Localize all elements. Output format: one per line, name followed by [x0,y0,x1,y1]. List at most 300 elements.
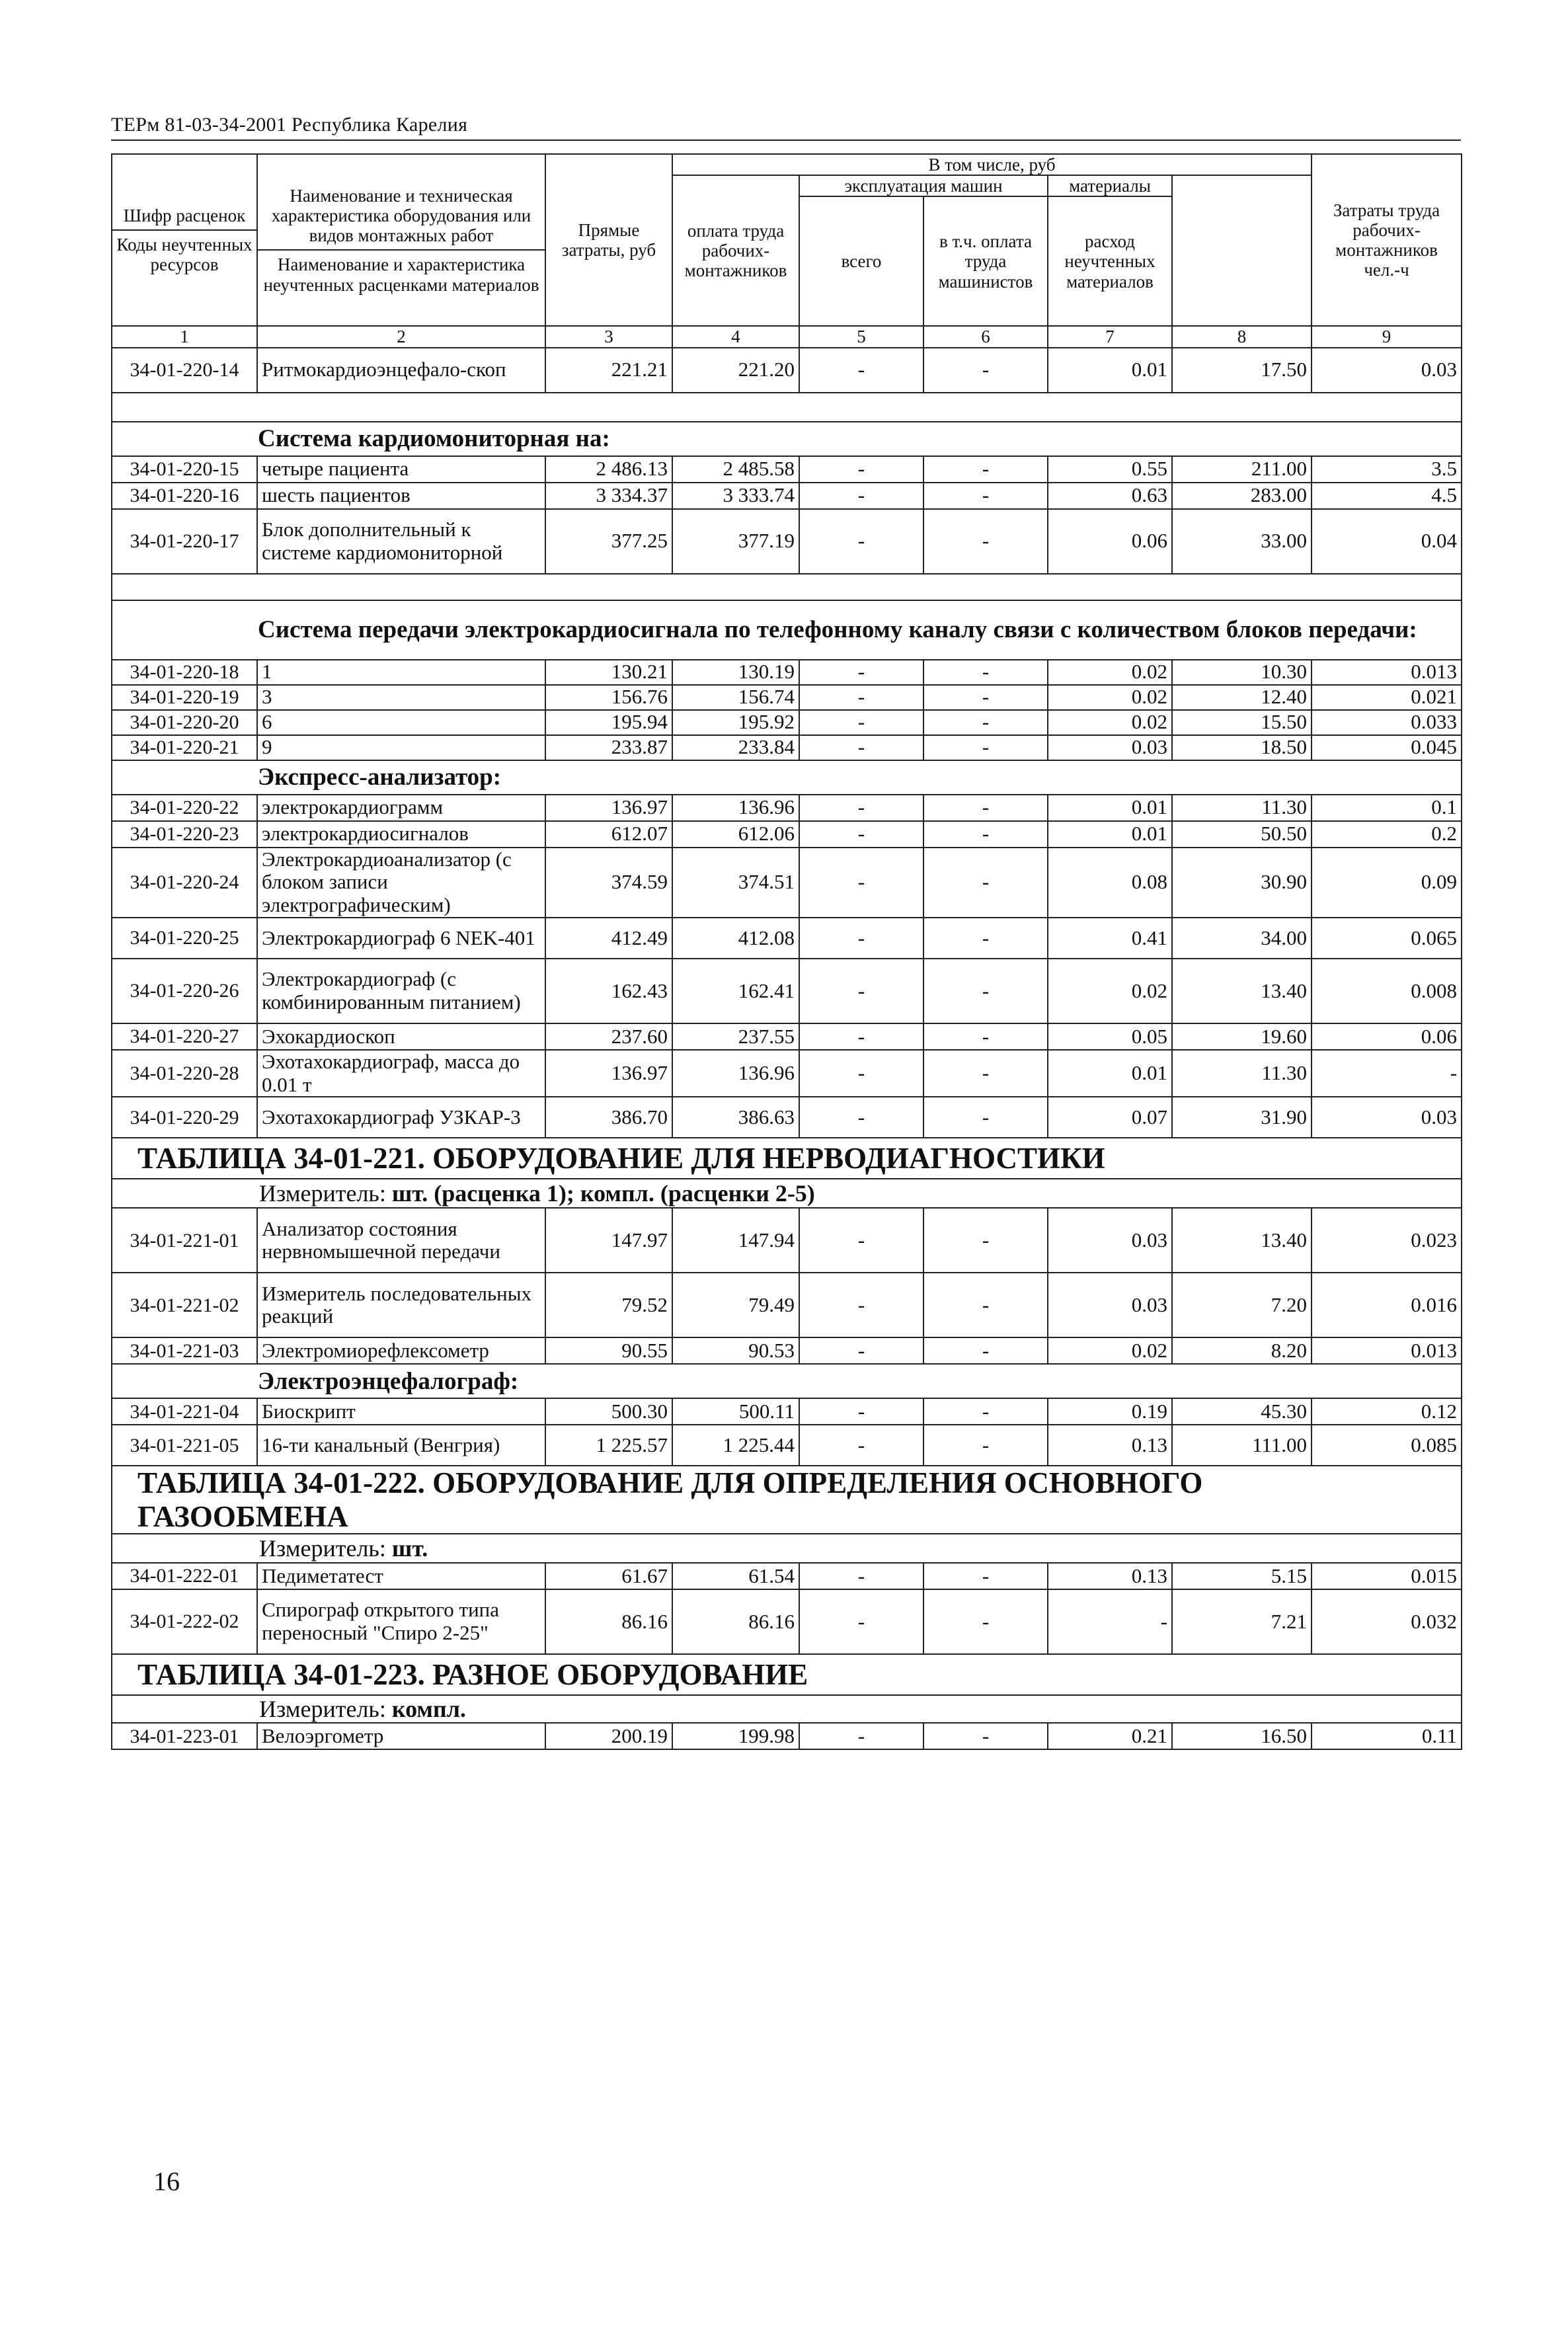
machine-cost: - [799,348,923,393]
rate-code: 34-01-220-24 [112,848,257,918]
equipment-mass: 0.04 [1312,509,1462,574]
col-code-header [112,154,257,326]
labor-hours: 12.40 [1172,685,1312,710]
table-row [112,509,1462,574]
machine-cost: - [799,1589,923,1654]
labor-hours: 10.30 [1172,660,1312,685]
equipment-mass: 0.015 [1312,1563,1462,1589]
spacer-cell [112,574,1462,600]
item-name: Анализатор состояния нервномышечной передачи [257,1208,545,1273]
materials-cost: 0.05 [1048,1023,1172,1050]
machine-cost: - [799,918,923,959]
section-row [112,600,1462,660]
running-header: ТЕРм 81-03-34-2001 Республика Карелия [111,114,468,136]
materials-cost: 0.19 [1048,1398,1172,1425]
labor-hours: 13.40 [1172,1208,1312,1273]
labor-hours: 111.00 [1172,1425,1312,1466]
machinist-pay: - [923,1097,1048,1138]
rate-code: 34-01-220-15 [112,456,257,483]
table-row [112,1337,1462,1364]
labor-pay: 162.41 [672,959,799,1023]
col-materials-header: материалы [1048,175,1172,196]
col-number: 8 [1172,326,1312,347]
materials-cost: 0.55 [1048,456,1172,483]
labor-hours: 30.90 [1172,848,1312,918]
machine-cost: - [799,1425,923,1466]
equipment-mass: 0.013 [1312,1337,1462,1364]
labor-pay: 86.16 [672,1589,799,1654]
direct-cost: 386.70 [545,1097,672,1138]
machine-cost: - [799,1208,923,1273]
machine-cost: - [799,710,923,735]
item-name: Ритмокардиоэнцефало-скоп [257,348,545,393]
measure-cell [112,1534,1462,1563]
table-row [112,795,1462,821]
col-labor-cost-header: Затраты труда рабочих-монтажников чел.-ч [1312,154,1462,326]
direct-cost: 195.94 [545,710,672,735]
materials-cost: 0.08 [1048,848,1172,918]
item-name: Спирограф открытого типа переносный "Спиро 2-25" [257,1589,545,1654]
item-name: 3 [257,685,545,710]
table-row [112,1589,1462,1654]
rate-code: 34-01-223-01 [112,1723,257,1749]
equipment-mass: 0.11 [1312,1723,1462,1749]
materials-cost: 0.02 [1048,1337,1172,1364]
item-name: Измеритель последовательных реакций [257,1273,545,1337]
table-row [112,1723,1462,1749]
section-title: Система передачи электрокардиосигнала по телефонному каналу связи с количеством блоков передачи: [112,600,1462,660]
section-title: Экспресс-анализатор: [112,760,1462,795]
column-numbers-row [112,326,1462,347]
machinist-pay: - [923,483,1048,509]
col-labor-pay-header: оплата труда рабочих-монтажников [672,175,799,326]
labor-pay: 61.54 [672,1563,799,1589]
machinist-pay: - [923,1563,1048,1589]
machine-cost: - [799,1023,923,1050]
section-row [112,760,1462,795]
item-name: Электрокардиограф (с комбинированным питанием) [257,959,545,1023]
materials-cost: 0.13 [1048,1425,1172,1466]
materials-cost: 0.01 [1048,821,1172,848]
equipment-mass: 0.016 [1312,1273,1462,1337]
labor-hours: 11.30 [1172,795,1312,821]
labor-hours: 45.30 [1172,1398,1312,1425]
rate-code: 34-01-220-17 [112,509,257,574]
machinist-pay: - [923,509,1048,574]
table-row [112,1563,1462,1589]
rate-code: 34-01-220-20 [112,710,257,735]
machinist-pay: - [923,821,1048,848]
machine-cost: - [799,483,923,509]
direct-cost: 200.19 [545,1723,672,1749]
equipment-mass: 0.2 [1312,821,1462,848]
table-title-row [112,1466,1462,1534]
item-name: 9 [257,735,545,760]
machine-cost: - [799,1723,923,1749]
table-row [112,1050,1462,1097]
machinist-pay: - [923,848,1048,918]
direct-cost: 233.87 [545,735,672,760]
labor-pay: 136.96 [672,795,799,821]
materials-cost: 0.02 [1048,660,1172,685]
col-code-bottom: Коды неучтенных ресурсов [116,235,253,275]
col-direct-header: Прямые затраты, руб [545,154,672,326]
item-name: Биоскрипт [257,1398,545,1425]
item-name: Эхотахокардиограф УЗКАР-3 [257,1097,545,1138]
labor-pay: 130.19 [672,660,799,685]
rate-code: 34-01-220-19 [112,685,257,710]
rate-code: 34-01-221-03 [112,1337,257,1364]
labor-hours: 18.50 [1172,735,1312,760]
labor-pay: 237.55 [672,1023,799,1050]
rate-code: 34-01-220-26 [112,959,257,1023]
rate-code: 34-01-220-28 [112,1050,257,1097]
labor-pay: 1 225.44 [672,1425,799,1466]
table-row [112,821,1462,848]
measure-row [112,1534,1462,1563]
labor-pay: 374.51 [672,848,799,918]
table-row [112,918,1462,959]
equipment-mass: 0.06 [1312,1023,1462,1050]
labor-pay: 147.94 [672,1208,799,1273]
labor-hours: 7.21 [1172,1589,1312,1654]
col-number: 4 [672,326,799,347]
equipment-mass: 4.5 [1312,483,1462,509]
item-name: шесть пациентов [257,483,545,509]
measure-label: Измеритель: [259,1534,386,1562]
item-name: электрокардиограмм [257,795,545,821]
table-title-row [112,1654,1462,1695]
machinist-pay: - [923,1425,1048,1466]
direct-cost: 374.59 [545,848,672,918]
table-row [112,1273,1462,1337]
table-title-row [112,1138,1462,1179]
spacer-row [112,393,1462,422]
materials-cost: 0.03 [1048,1273,1172,1337]
table-title: ТАБЛИЦА 34-01-222. ОБОРУДОВАНИЕ ДЛЯ ОПРЕДЕЛЕНИЯ ОСНОВНОГО ГАЗООБМЕНА [112,1466,1462,1534]
labor-pay: 500.11 [672,1398,799,1425]
labor-pay: 412.08 [672,918,799,959]
materials-cost: 0.06 [1048,509,1172,574]
rate-code: 34-01-220-14 [112,348,257,393]
item-name: Педиметатест [257,1563,545,1589]
measure-row [112,1179,1462,1208]
measure-value: компл. [391,1696,466,1723]
item-name: четыре пациента [257,456,545,483]
col-number: 9 [1312,326,1462,347]
equipment-mass: 0.032 [1312,1589,1462,1654]
materials-cost: 0.13 [1048,1563,1172,1589]
labor-hours: 34.00 [1172,918,1312,959]
equipment-mass: 0.045 [1312,735,1462,760]
machine-cost: - [799,509,923,574]
col-number: 1 [112,326,257,347]
materials-cost: 0.03 [1048,735,1172,760]
table-row [112,660,1462,685]
direct-cost: 412.49 [545,918,672,959]
materials-cost: 0.07 [1048,1097,1172,1138]
machine-cost: - [799,821,923,848]
machinist-pay: - [923,1023,1048,1050]
equipment-mass: 0.021 [1312,685,1462,710]
machinist-pay: - [923,456,1048,483]
rate-code: 34-01-221-04 [112,1398,257,1425]
labor-hours: 8.20 [1172,1337,1312,1364]
machinist-pay: - [923,1208,1048,1273]
machinist-pay: - [923,1337,1048,1364]
table-title: ТАБЛИЦА 34-01-223. РАЗНОЕ ОБОРУДОВАНИЕ [112,1654,1462,1695]
table-row [112,1425,1462,1466]
materials-cost: 0.01 [1048,1050,1172,1097]
table-row [112,456,1462,483]
col-code-top: Шифр расценок [112,203,256,231]
equipment-mass: 0.023 [1312,1208,1462,1273]
item-name: Электромиорефлексометр [257,1337,545,1364]
machinist-pay: - [923,1050,1048,1097]
labor-hours: 19.60 [1172,1023,1312,1050]
machine-cost: - [799,1097,923,1138]
table-row [112,1023,1462,1050]
labor-pay: 136.96 [672,1050,799,1097]
labor-pay: 79.49 [672,1273,799,1337]
direct-cost: 377.25 [545,509,672,574]
spacer-cell [112,393,1462,422]
labor-pay: 199.98 [672,1723,799,1749]
table-row [112,1208,1462,1273]
labor-pay: 90.53 [672,1337,799,1364]
machinist-pay: - [923,1589,1048,1654]
labor-pay: 2 485.58 [672,456,799,483]
labor-hours: 15.50 [1172,710,1312,735]
labor-pay: 233.84 [672,735,799,760]
equipment-mass: 0.013 [1312,660,1462,685]
direct-cost: 3 334.37 [545,483,672,509]
machinist-pay: - [923,710,1048,735]
equipment-mass: 0.008 [1312,959,1462,1023]
rate-code: 34-01-220-16 [112,483,257,509]
spacer-row [112,574,1462,600]
rate-code: 34-01-220-25 [112,918,257,959]
labor-pay: 221.20 [672,348,799,393]
direct-cost: 86.16 [545,1589,672,1654]
labor-hours: 50.50 [1172,821,1312,848]
direct-cost: 136.97 [545,795,672,821]
measure-value: шт. [391,1534,428,1562]
section-title: Система кардиомониторная на: [112,422,1462,456]
rate-code: 34-01-220-18 [112,660,257,685]
direct-cost: 612.07 [545,821,672,848]
col-number: 3 [545,326,672,347]
direct-cost: 2 486.13 [545,456,672,483]
col-number: 5 [799,326,923,347]
materials-cost: 0.01 [1048,348,1172,393]
labor-pay: 386.63 [672,1097,799,1138]
item-name: 16-ти канальный (Венгрия) [257,1425,545,1466]
materials-cost: 0.02 [1048,959,1172,1023]
machinist-pay: - [923,660,1048,685]
labor-hours: 16.50 [1172,1723,1312,1749]
labor-pay: 156.74 [672,685,799,710]
machine-cost: - [799,1050,923,1097]
equipment-mass: 0.065 [1312,918,1462,959]
table-title: ТАБЛИЦА 34-01-221. ОБОРУДОВАНИЕ ДЛЯ НЕРВОДИАГНОСТИКИ [112,1138,1462,1179]
measure-row [112,1695,1462,1723]
header-row-1 [112,154,1462,175]
rate-code: 34-01-222-01 [112,1563,257,1589]
measure-value: шт. (расценка 1); компл. (расценки 2-5) [391,1180,815,1207]
rate-code: 34-01-220-22 [112,795,257,821]
direct-cost: 130.21 [545,660,672,685]
col-name-header [257,154,545,326]
col-name-bottom: Наименование и характеристика неучтенных расценками материалов [263,255,539,295]
materials-cost: 0.03 [1048,1208,1172,1273]
materials-cost: 0.02 [1048,685,1172,710]
item-name: электрокардиосигналов [257,821,545,848]
item-name: Блок дополнительный к системе кардиомониторной [257,509,545,574]
materials-cost: - [1048,1589,1172,1654]
col-number: 2 [257,326,545,347]
rate-code: 34-01-221-02 [112,1273,257,1337]
direct-cost: 90.55 [545,1337,672,1364]
item-name: 1 [257,660,545,685]
rate-code: 34-01-221-01 [112,1208,257,1273]
col-number: 7 [1048,326,1172,347]
measure-label: Измеритель: [259,1696,386,1723]
table-row [112,959,1462,1023]
machine-cost: - [799,1398,923,1425]
col-machines-header: эксплуатация машин [799,175,1048,196]
direct-cost: 500.30 [545,1398,672,1425]
section-row [112,1364,1462,1398]
labor-pay: 195.92 [672,710,799,735]
labor-hours: 17.50 [1172,348,1312,393]
machinist-pay: - [923,735,1048,760]
materials-cost: 0.41 [1048,918,1172,959]
item-name: Эхокардиоскоп [257,1023,545,1050]
machine-cost: - [799,685,923,710]
labor-pay: 612.06 [672,821,799,848]
labor-pay: 377.19 [672,509,799,574]
equipment-mass: 0.085 [1312,1425,1462,1466]
labor-pay: 3 333.74 [672,483,799,509]
direct-cost: 147.97 [545,1208,672,1273]
table-row [112,1398,1462,1425]
materials-cost: 0.01 [1048,795,1172,821]
machinist-pay: - [923,795,1048,821]
col-machines-total-header: всего [799,196,923,326]
machinist-pay: - [923,1398,1048,1425]
table-row [112,1097,1462,1138]
labor-hours: 11.30 [1172,1050,1312,1097]
measure-cell [112,1179,1462,1208]
equipment-mass: 0.12 [1312,1398,1462,1425]
table-row [112,710,1462,735]
rates-table [111,153,1462,1750]
direct-cost: 1 225.57 [545,1425,672,1466]
machine-cost: - [799,1337,923,1364]
equipment-mass: 0.09 [1312,848,1462,918]
labor-hours: 7.20 [1172,1273,1312,1337]
item-name: Велоэргометр [257,1723,545,1749]
table-row [112,848,1462,918]
machine-cost: - [799,660,923,685]
machinist-pay: - [923,348,1048,393]
machinist-pay: - [923,1723,1048,1749]
rate-code: 34-01-220-23 [112,821,257,848]
page-number: 16 [153,2166,180,2196]
equipment-mass: 3.5 [1312,456,1462,483]
equipment-mass: 0.03 [1312,1097,1462,1138]
rate-code: 34-01-221-05 [112,1425,257,1466]
direct-cost: 221.21 [545,348,672,393]
table-row [112,685,1462,710]
equipment-mass: - [1312,1050,1462,1097]
machine-cost: - [799,1273,923,1337]
direct-cost: 61.67 [545,1563,672,1589]
machine-cost: - [799,456,923,483]
machinist-pay: - [923,685,1048,710]
direct-cost: 156.76 [545,685,672,710]
table-row [112,735,1462,760]
col-number: 6 [923,326,1048,347]
item-name: Эхотахокардиограф, масса до 0.01 т [257,1050,545,1097]
header-rule [111,139,1461,141]
labor-hours: 31.90 [1172,1097,1312,1138]
rate-code: 34-01-220-27 [112,1023,257,1050]
machine-cost: - [799,795,923,821]
measure-cell [112,1695,1462,1723]
col-machinists-header: в т.ч. оплата труда машинистов [923,196,1048,326]
measure-label: Измеритель: [259,1180,386,1207]
col-materials-unaccounted-header: расход неучтенных материалов [1048,196,1172,326]
table-row [112,483,1462,509]
direct-cost: 162.43 [545,959,672,1023]
machinist-pay: - [923,959,1048,1023]
item-name: Электрокардиоанализатор (с блоком записи электрографическим) [257,848,545,918]
machine-cost: - [799,735,923,760]
section-title: Электроэнцефалограф: [112,1364,1462,1398]
materials-cost: 0.02 [1048,710,1172,735]
materials-cost: 0.21 [1048,1723,1172,1749]
machinist-pay: - [923,918,1048,959]
direct-cost: 79.52 [545,1273,672,1337]
rate-code: 34-01-220-21 [112,735,257,760]
rate-code: 34-01-222-02 [112,1589,257,1654]
equipment-mass: 0.1 [1312,795,1462,821]
machine-cost: - [799,848,923,918]
labor-hours: 211.00 [1172,456,1312,483]
col-name-top: Наименование и техническая характеристика оборудования или видов монтажных работ [258,183,545,251]
machine-cost: - [799,959,923,1023]
machinist-pay: - [923,1273,1048,1337]
labor-hours: 33.00 [1172,509,1312,574]
machine-cost: - [799,1563,923,1589]
direct-cost: 237.60 [545,1023,672,1050]
materials-cost: 0.63 [1048,483,1172,509]
labor-hours: 5.15 [1172,1563,1312,1589]
item-name: 6 [257,710,545,735]
table-row [112,348,1462,393]
direct-cost: 136.97 [545,1050,672,1097]
section-row [112,422,1462,456]
col-including-header: В том числе, руб [672,154,1312,175]
labor-hours: 283.00 [1172,483,1312,509]
equipment-mass: 0.033 [1312,710,1462,735]
rate-code: 34-01-220-29 [112,1097,257,1138]
equipment-mass: 0.03 [1312,348,1462,393]
item-name: Электрокардиограф 6 NEK-401 [257,918,545,959]
labor-hours: 13.40 [1172,959,1312,1023]
